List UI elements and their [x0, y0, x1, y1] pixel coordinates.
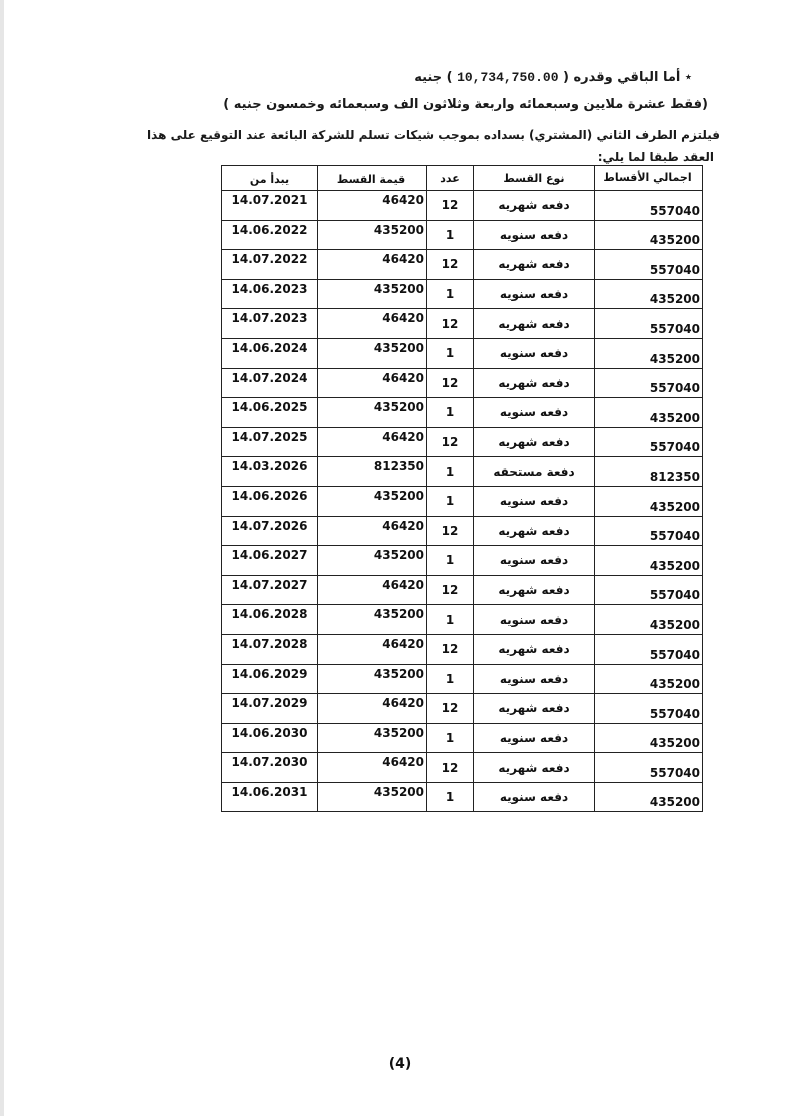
cell-installment-type: دفعه سنويه [474, 782, 595, 812]
cell-installment-value: 435200 [318, 605, 427, 635]
installments-table-body [222, 191, 703, 812]
cell-total: 435200 [595, 279, 703, 309]
cell-installment-type: دفعه سنويه [474, 546, 595, 576]
cell-installment-type: دفعه سنويه [474, 279, 595, 309]
cell-count: 1 [427, 457, 474, 487]
cell-count: 12 [427, 309, 474, 339]
cell-total: 812350 [595, 457, 703, 487]
table-row [222, 694, 703, 724]
cell-installment-type: دفعه شهريه [474, 427, 595, 457]
cell-count: 12 [427, 575, 474, 605]
cell-installment-type: دفعة مستحقه [474, 457, 595, 487]
cell-installment-type: دفعه شهريه [474, 575, 595, 605]
cell-total: 435200 [595, 782, 703, 812]
cell-count: 1 [427, 723, 474, 753]
amount-in-words: (فقط عشرة ملايين وسبعمائه واربعة وثلاثون الف وسبعمائه وخمسون جنيه ) [223, 97, 708, 112]
cell-total: 435200 [595, 723, 703, 753]
cell-total: 557040 [595, 427, 703, 457]
cell-start-date: 14.03.2026 [222, 457, 318, 487]
cell-total: 435200 [595, 605, 703, 635]
cell-installment-type: دفعه سنويه [474, 398, 595, 428]
cell-count: 1 [427, 546, 474, 576]
table-row [222, 279, 703, 309]
cell-count: 12 [427, 753, 474, 783]
cell-count: 1 [427, 279, 474, 309]
cell-count: 1 [427, 486, 474, 516]
cell-start-date: 14.06.2023 [222, 279, 318, 309]
table-row [222, 398, 703, 428]
cell-total: 435200 [595, 220, 703, 250]
cell-installment-type: دفعه شهريه [474, 634, 595, 664]
cell-count: 12 [427, 250, 474, 280]
cell-count: 1 [427, 338, 474, 368]
table-row [222, 605, 703, 635]
cell-start-date: 14.06.2024 [222, 338, 318, 368]
cell-installment-type: دفعه سنويه [474, 664, 595, 694]
cell-total: 557040 [595, 694, 703, 724]
cell-installment-value: 435200 [318, 782, 427, 812]
cell-count: 1 [427, 605, 474, 635]
cell-start-date: 14.06.2031 [222, 782, 318, 812]
cell-start-date: 14.07.2026 [222, 516, 318, 546]
cell-start-date: 14.06.2028 [222, 605, 318, 635]
cell-count: 1 [427, 220, 474, 250]
cell-start-date: 14.07.2025 [222, 427, 318, 457]
table-row [222, 546, 703, 576]
table-row [222, 634, 703, 664]
cell-start-date: 14.07.2021 [222, 191, 318, 221]
remaining-amount-line [414, 70, 692, 85]
cell-count: 1 [427, 782, 474, 812]
remaining-amount-value: 10,734,750.00 [457, 70, 559, 85]
table-row [222, 250, 703, 280]
cell-installment-value: 435200 [318, 486, 427, 516]
cell-installment-value: 46420 [318, 575, 427, 605]
header-installment-value: قيمة القسط [318, 166, 427, 191]
cell-start-date: 14.07.2030 [222, 753, 318, 783]
cell-start-date: 14.07.2023 [222, 309, 318, 339]
cell-installment-type: دفعه شهريه [474, 694, 595, 724]
table-row [222, 516, 703, 546]
cell-start-date: 14.07.2028 [222, 634, 318, 664]
remaining-amount-prefix: ٭ أما الباقي وقدره ( [563, 70, 692, 85]
cell-installment-type: دفعه شهريه [474, 191, 595, 221]
header-total: اجمالي الأقساط [595, 166, 703, 191]
cell-installment-value: 46420 [318, 694, 427, 724]
cell-installment-type: دفعه سنويه [474, 220, 595, 250]
cell-total: 557040 [595, 250, 703, 280]
cell-start-date: 14.06.2029 [222, 664, 318, 694]
cell-count: 12 [427, 368, 474, 398]
cell-total: 435200 [595, 398, 703, 428]
cell-installment-value: 435200 [318, 664, 427, 694]
cell-count: 12 [427, 694, 474, 724]
header-start-date: يبدأ من [222, 166, 318, 191]
cell-start-date: 14.07.2022 [222, 250, 318, 280]
header-installment-type: نوع القسط [474, 166, 595, 191]
cell-total: 435200 [595, 664, 703, 694]
cell-total: 435200 [595, 338, 703, 368]
cell-start-date: 14.06.2022 [222, 220, 318, 250]
cell-installment-value: 46420 [318, 753, 427, 783]
cell-installment-value: 435200 [318, 338, 427, 368]
cell-installment-value: 46420 [318, 427, 427, 457]
cell-start-date: 14.07.2029 [222, 694, 318, 724]
table-row [222, 486, 703, 516]
cell-installment-value: 46420 [318, 309, 427, 339]
cell-start-date: 14.07.2027 [222, 575, 318, 605]
table-row [222, 368, 703, 398]
cell-total: 557040 [595, 191, 703, 221]
table-row [222, 191, 703, 221]
cell-total: 557040 [595, 634, 703, 664]
cell-installment-value: 46420 [318, 191, 427, 221]
cell-total: 557040 [595, 309, 703, 339]
cell-installment-type: دفعه سنويه [474, 723, 595, 753]
cell-installment-type: دفعه سنويه [474, 605, 595, 635]
table-row [222, 723, 703, 753]
table-row [222, 457, 703, 487]
cell-count: 1 [427, 664, 474, 694]
cell-installment-value: 46420 [318, 634, 427, 664]
table-row [222, 782, 703, 812]
cell-total: 435200 [595, 546, 703, 576]
table-row [222, 575, 703, 605]
cell-count: 12 [427, 516, 474, 546]
cell-installment-value: 812350 [318, 457, 427, 487]
cell-total: 557040 [595, 368, 703, 398]
cell-start-date: 14.07.2024 [222, 368, 318, 398]
cell-count: 12 [427, 634, 474, 664]
table-header-row [222, 166, 703, 191]
scan-edge [0, 0, 4, 1116]
cell-total: 557040 [595, 516, 703, 546]
cell-installment-type: دفعه شهريه [474, 516, 595, 546]
cell-installment-value: 435200 [318, 220, 427, 250]
cell-installment-type: دفعه شهريه [474, 368, 595, 398]
header-count: عدد [427, 166, 474, 191]
cell-installment-type: دفعه شهريه [474, 250, 595, 280]
cell-installment-value: 435200 [318, 398, 427, 428]
cell-installment-value: 46420 [318, 368, 427, 398]
cell-installment-value: 46420 [318, 250, 427, 280]
cell-count: 1 [427, 398, 474, 428]
table-row [222, 664, 703, 694]
cell-installment-type: دفعه سنويه [474, 338, 595, 368]
cell-installment-type: دفعه سنويه [474, 486, 595, 516]
cell-start-date: 14.06.2025 [222, 398, 318, 428]
table-row [222, 753, 703, 783]
cell-total: 557040 [595, 753, 703, 783]
cell-installment-value: 435200 [318, 546, 427, 576]
cell-installment-value: 435200 [318, 723, 427, 753]
cell-installment-type: دفعه شهريه [474, 309, 595, 339]
cell-total: 557040 [595, 575, 703, 605]
cell-count: 12 [427, 191, 474, 221]
installments-table [221, 165, 703, 812]
cell-start-date: 14.06.2030 [222, 723, 318, 753]
table-row [222, 338, 703, 368]
obligation-clause-continuation: العقد طبقا لما يلي: [597, 150, 714, 164]
cell-installment-type: دفعه شهريه [474, 753, 595, 783]
cell-installment-value: 435200 [318, 279, 427, 309]
cell-count: 12 [427, 427, 474, 457]
obligation-clause: فيلتزم الطرف الثاني (المشتري) بسداده بموجب شيكات تسلم للشركة البائعة عند التوقيع على هذا [147, 128, 720, 142]
cell-total: 435200 [595, 486, 703, 516]
cell-start-date: 14.06.2026 [222, 486, 318, 516]
cell-start-date: 14.06.2027 [222, 546, 318, 576]
cell-installment-value: 46420 [318, 516, 427, 546]
page-number: (4) [388, 1056, 412, 1072]
table-row [222, 427, 703, 457]
table-row [222, 220, 703, 250]
remaining-amount-suffix: ) جنيه [414, 70, 453, 85]
table-row [222, 309, 703, 339]
